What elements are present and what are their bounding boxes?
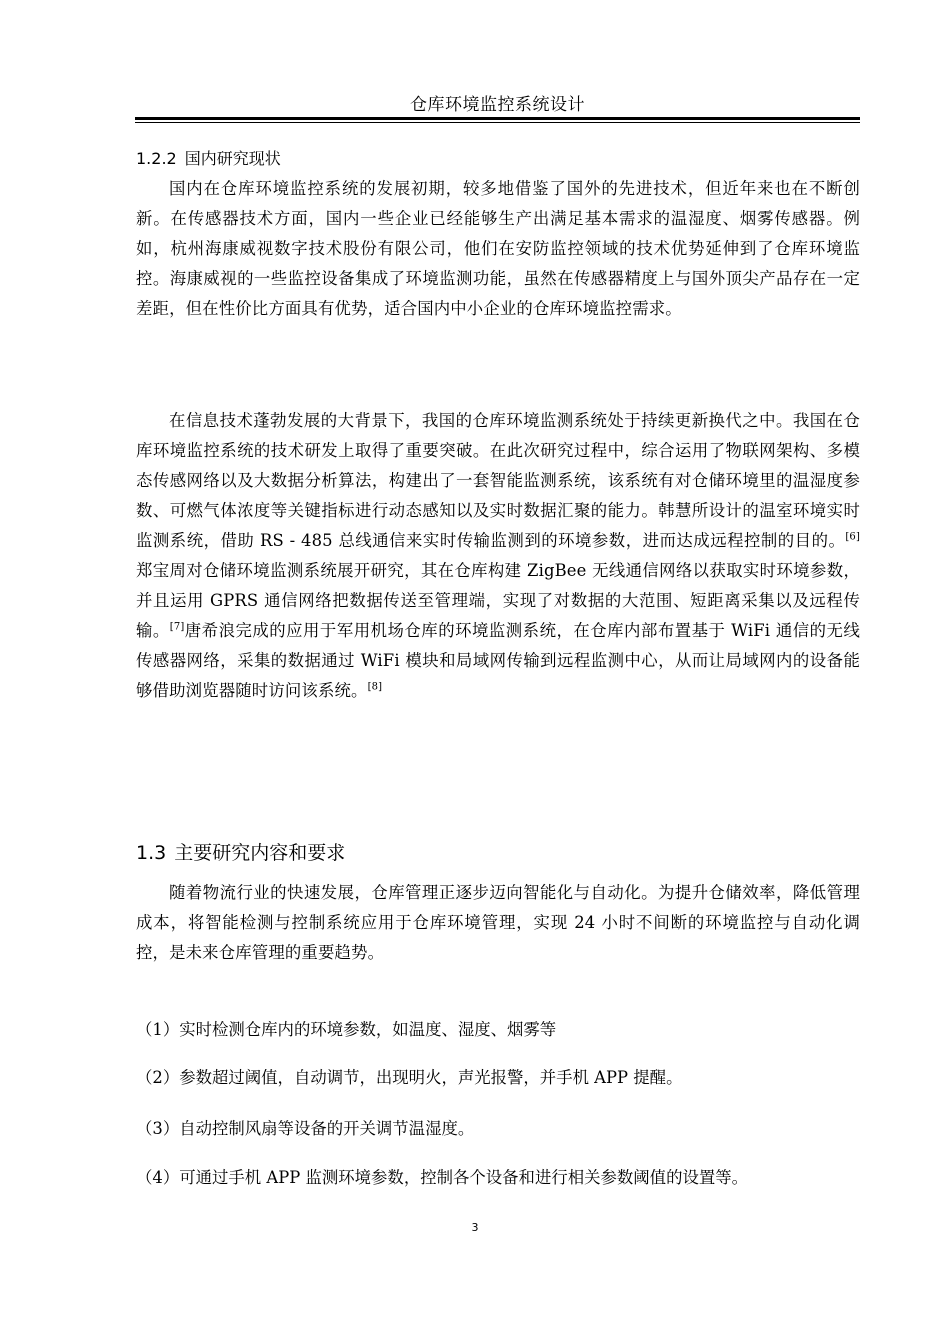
header-rule — [135, 117, 860, 124]
section-heading-1-3 — [136, 838, 345, 865]
paragraph-text: 在信息技术蓬勃发展的大背景下，我国的仓库环境监测系统处于持续更新换代之中。我国在仓库环境监控系统的技术研发上取得了重要突破。在此次研究过程中，综合运用了物联网架构、多模态传感网络以及大数据分析算法，构建出了一套智能监测系统，该系统有对仓储环境里的温湿度参数、可燃气体浓度等关键指标进行动态感知以及实时数据汇聚的能力。韩慧所设计的温室环境实时监测系统，借助 RS - 485 总线通信来实时传输监测到的环境参数，进而达成远程控制的目的。 — [136, 411, 860, 550]
paragraph-domestic-research — [136, 406, 860, 706]
requirement-item-1: （1）实时检测仓库内的环境参数，如温度、湿度、烟雾等 — [136, 1020, 557, 1039]
section-title: 国内研究现状 — [184, 149, 281, 168]
requirement-item-3: （3）自动控制风扇等设备的开关调节温湿度。 — [136, 1119, 475, 1138]
page-number: 3 — [471, 1221, 479, 1234]
paragraph-domestic-overview: 国内在仓库环境监控系统的发展初期，较多地借鉴了国外的先进技术，但近年来也在不断创新。在传感器技术方面，国内一些企业已经能够生产出满足基本需求的温湿度、烟雾传感器。例如，杭州海康威视数字技术股份有限公司，他们在安防监控领域的技术优势延伸到了仓库环境监控。海康威视的一些监控设备集成了环境监测功能，虽然在传感器精度上与国外顶尖产品存在一定差距，但在性价比方面具有优势，适合国内中小企业的仓库环境监控需求。 — [136, 179, 860, 318]
requirement-item-4: （4）可通过手机 APP 监测环境参数，控制各个设备和进行相关参数阈值的设置等。 — [136, 1168, 749, 1187]
section-number: 1.3 — [136, 842, 167, 864]
header-rule-thin-line — [135, 122, 860, 123]
section-heading-1-2-2 — [136, 146, 281, 169]
citation-8[interactable]: [8] — [367, 681, 383, 693]
paragraph-text: 唐希浪完成的应用于军用机场仓库的环境监测系统，在仓库内部布置基于 WiFi 通信的无线传感器网络，采集的数据通过 WiFi 模块和局域网传输到远程监测中心，从而让局域网内的设备能够借助浏览器随时访问该系统。 — [136, 621, 860, 700]
citation-6[interactable]: [6] — [845, 531, 860, 543]
section-title: 主要研究内容和要求 — [174, 842, 346, 864]
paragraph-text: 郑宝周对仓储环境监测系统展开研究，其在仓库构建 ZigBee 无线通信网络以获取实时环境参数，并且运用 GPRS 通信网络把数据传送至管理端，实现了对数据的大范围、短距离采集以及远程传输。 — [136, 561, 860, 640]
paragraph-research-content: 随着物流行业的快速发展，仓库管理正逐步迈向智能化与自动化。为提升仓储效率，降低管理成本，将智能检测与控制系统应用于仓库环境管理，实现 24 小时不间断的环境监控与自动化调控，是未来仓库管理的重要趋势。 — [136, 883, 860, 962]
requirement-item-2: （2）参数超过阈值，自动调节，出现明火，声光报警，并手机 APP 提醒。 — [136, 1068, 683, 1087]
citation-7[interactable]: [7] — [169, 621, 185, 633]
header-rule-thick-line — [135, 117, 860, 120]
running-header-title: 仓库环境监控系统设计 — [410, 95, 585, 115]
section-number: 1.2.2 — [136, 149, 177, 168]
